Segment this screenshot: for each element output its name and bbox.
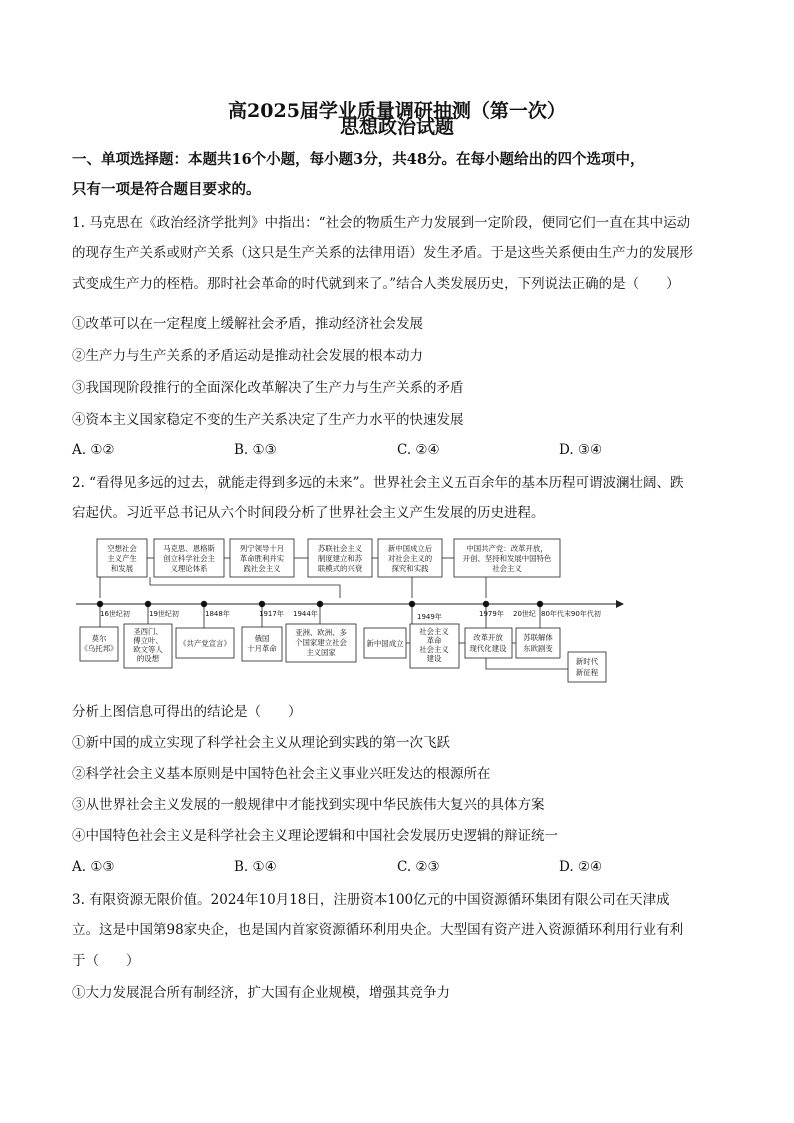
- top-box-1-l3: 和发展: [110, 564, 134, 573]
- top-box-2-l2: 创立科学社会主: [163, 554, 215, 563]
- timeline-arrowhead: [616, 600, 624, 608]
- bottom-box-7-l4: 建设: [426, 654, 442, 663]
- connector-line: [486, 658, 568, 669]
- bottom-box-9-l1: 苏联解体: [523, 633, 553, 642]
- q2-stem-line2: 宕起伏。习近平总书记从六个时间段分析了世界社会主义产生发展的历史进程。: [72, 505, 545, 521]
- bottom-box-5-l1: 亚洲、欧洲、多: [295, 628, 347, 637]
- q3-statement-1: ①大力发展混合所有制经济，扩大国有企业规模，增强其竞争力: [72, 985, 450, 1001]
- top-box-3-l2: 革命胜利并实: [239, 554, 285, 563]
- timeline-dot: [537, 601, 543, 607]
- timeline-dot: [409, 601, 415, 607]
- bottom-box-1-l1: 莫尔: [91, 634, 107, 643]
- history-timeline-diagram: [72, 535, 632, 685]
- top-box-3-l1: 列宁领导十月: [239, 544, 285, 553]
- bottom-box-5-l3: 主义国家: [306, 648, 336, 657]
- bottom-box-8-l2: 现代化建设: [469, 644, 507, 653]
- timeline-dot: [201, 601, 207, 607]
- top-box-4-l2: 制度建立和苏: [317, 554, 363, 563]
- q1-option-b[interactable]: B. ①③: [234, 442, 277, 458]
- q1-statement-4: ④资本主义国家稳定不变的生产关系决定了生产力水平的快速发展: [72, 412, 464, 428]
- q1-statement-2: ②生产力与生产关系的矛盾运动是推动社会发展的根本动力: [72, 348, 423, 364]
- bottom-box-8-l1: 改革开放: [473, 633, 503, 642]
- date-label: 1917年: [259, 610, 284, 618]
- q2-statement-4: ④中国特色社会主义是科学社会主义理论逻辑和中国社会发展历史逻辑的辩证统一: [72, 828, 558, 844]
- top-box-6-l1: 中国共产党：改革开放，: [466, 544, 548, 553]
- q1-statement-1: ①改革可以在一定程度上缓解社会矛盾，推动经济社会发展: [72, 316, 423, 332]
- bottom-box-10-l1: 新时代: [575, 657, 599, 666]
- top-box-1-l2: 主义产生: [107, 554, 137, 563]
- bottom-box-2-l4: 的设想: [136, 654, 160, 663]
- date-label: 1949年: [417, 613, 442, 621]
- q1-option-c[interactable]: C. ②④: [397, 442, 440, 458]
- q2-prompt: 分析上图信息可得出的结论是（ ）: [72, 704, 302, 720]
- date-label: 80年代末90年代初: [541, 610, 601, 618]
- timeline-dot: [483, 601, 489, 607]
- top-box-5-l1: 新中国成立后: [387, 544, 433, 553]
- q2-option-a[interactable]: A. ①③: [72, 859, 115, 875]
- q2-statement-2: ②科学社会主义基本原则是中国特色社会主义事业兴旺发达的根源所在: [72, 766, 491, 782]
- top-box-6-l3: 社会主义: [492, 564, 522, 573]
- q2-statement-3: ③从世界社会主义发展的一般规律中才能找到实现中华民族伟大复兴的具体方案: [72, 797, 545, 813]
- q1-option-a[interactable]: A. ①②: [72, 442, 115, 458]
- bottom-box-1-l2: 《乌托邦》: [80, 644, 118, 653]
- top-box-4-l1: 苏联社会主义: [317, 544, 363, 553]
- timeline-dot: [97, 601, 103, 607]
- q1-stem-line3: 式变成生产力的桎梏。那时社会革命的时代就到来了。”结合人类发展历史，下列说法正确的是（ ）: [72, 276, 680, 292]
- q2-option-b[interactable]: B. ①④: [234, 859, 277, 875]
- top-box-2-l3: 义理论体系: [170, 564, 208, 573]
- timeline-dot: [259, 601, 265, 607]
- bottom-box-5-l2: 个国家建立社会: [295, 638, 347, 647]
- q1-stem-line1: 1. 马克思在《政治经济学批判》中指出：“社会的物质生产力发展到一定阶段，便同它们一直在其中运动: [72, 215, 691, 231]
- section-heading-line2: 只有一项是符合题目要求的。: [72, 181, 261, 198]
- q2-statement-1: ①新中国的成立实现了科学社会主义从理论到实践的第一次飞跃: [72, 735, 450, 751]
- top-box-5-l3: 探究和实践: [391, 564, 429, 573]
- bottom-box-3-l1: 《共产党宣言》: [179, 639, 231, 648]
- bottom-box-6-l1: 新中国成立: [366, 639, 404, 648]
- bottom-box-2-l1: 圣西门、: [133, 627, 163, 636]
- connector-line: [150, 577, 340, 598]
- top-box-6-l2: 开创、坚持和发展中国特色: [462, 554, 552, 563]
- q3-stem-line1: 3. 有限资源无限价值。2024年10月18日，注册资本100亿元的中国资源循环集团有限公司在天津成: [72, 892, 670, 908]
- section-heading-line1: 一、单项选择题：本题共16个小题，每小题3分，共48分。在每小题给出的四个选项中，: [72, 151, 645, 168]
- bottom-box-7-l2: 革命: [426, 636, 442, 645]
- timeline-dot: [317, 601, 323, 607]
- exam-subject: 思想政治试题: [339, 116, 454, 138]
- top-box-5-l2: 对社会主义的: [387, 554, 433, 563]
- bottom-box-4-l1: 俄国: [254, 634, 270, 643]
- q3-stem-line2: 立。这是中国第98家央企，也是国内首家资源循环利用央企。大型国有资产进入资源循环利用行业有利: [72, 922, 684, 938]
- top-box-1-l1: 空想社会: [107, 544, 137, 553]
- top-box-2-l1: 马克思、恩格斯: [163, 544, 215, 553]
- date-label: 16世纪初: [100, 610, 130, 618]
- bottom-box-7-l1: 社会主义: [419, 627, 449, 636]
- bottom-box-10-l2: 新征程: [575, 668, 599, 677]
- q2-stem-line1: 2. “看得见多远的过去，就能走得到多远的未来”。世界社会主义五百余年的基本历程可谓波澜壮阔、跌: [72, 475, 684, 491]
- top-box-4-l3: 联模式的兴衰: [317, 564, 363, 573]
- q2-option-d[interactable]: D. ②④: [559, 859, 603, 875]
- bottom-box-2-l3: 欧文等人: [133, 645, 163, 654]
- q1-stem-line2: 的现存生产关系或财产关系（这只是生产关系的法律用语）发生矛盾。于是这些关系便由生产力的发展形: [72, 245, 693, 261]
- date-label: 1979年: [479, 610, 504, 618]
- q2-option-c[interactable]: C. ②③: [397, 859, 440, 875]
- bottom-box-4-l2: 十月革命: [247, 644, 277, 653]
- timeline-dot: [145, 601, 151, 607]
- q1-statement-3: ③我国现阶段推行的全面深化改革解决了生产力与生产关系的矛盾: [72, 380, 464, 396]
- top-box-3-l3: 践社会主义: [243, 564, 281, 573]
- date-label: 1848年: [205, 610, 230, 618]
- date-label: 20世纪: [513, 610, 536, 618]
- bottom-box-7-l3: 社会主义: [419, 645, 449, 654]
- bottom-box-9-l2: 东欧剧变: [523, 644, 553, 653]
- exam-title: 高2025届学业质量调研抽测（第一次）: [228, 100, 566, 122]
- q3-stem-line3: 于（ ）: [72, 953, 140, 969]
- bottom-box-2-l2: 傅立叶、: [133, 636, 163, 645]
- date-label: 1944年: [293, 610, 318, 618]
- q1-option-d[interactable]: D. ③④: [559, 442, 603, 458]
- date-label: 19世纪初: [149, 610, 179, 618]
